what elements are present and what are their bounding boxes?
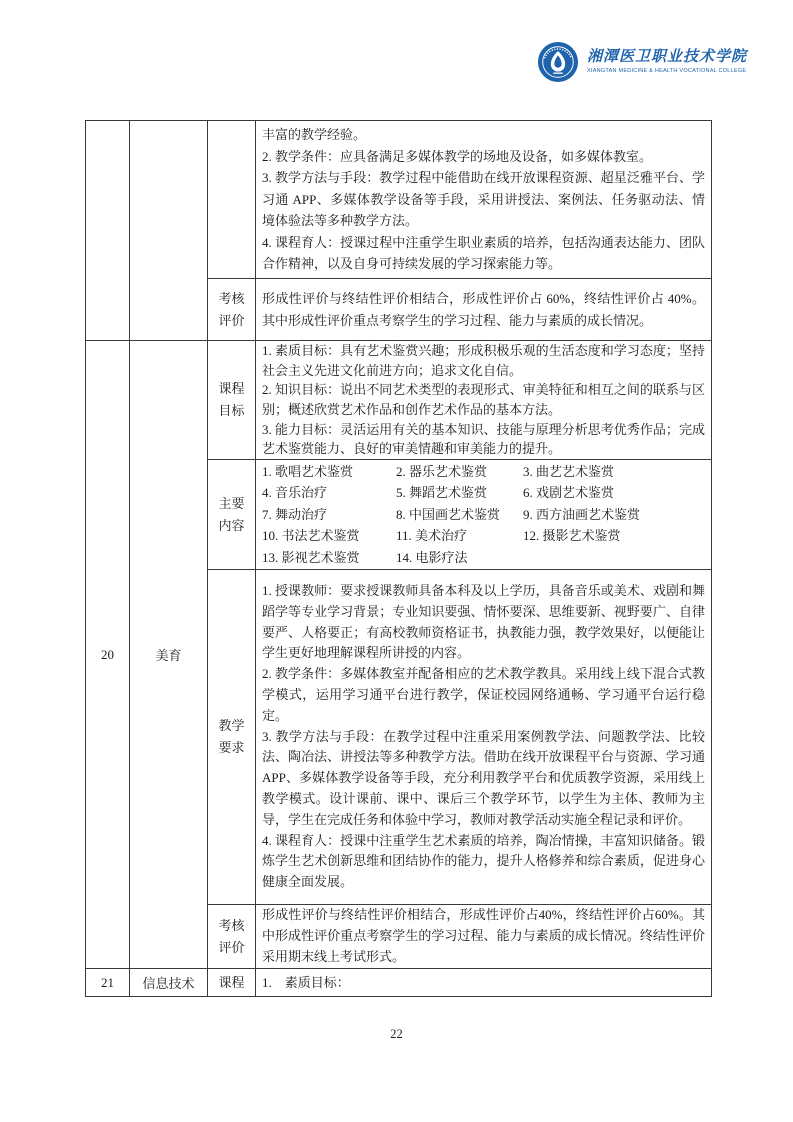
college-name-chinese: 湘潭医卫职业技术学院 xyxy=(587,49,748,65)
paragraph: 2. 教学条件：应具备满足多媒体教学的场地及设备，如多媒体教室。 xyxy=(262,148,653,164)
paragraph: 3. 教学方法与手段：在教学过程中注重采用案例教学法、问题教学法、比较法、陶冶法、讲授法等多种教学方法。借助在线开放课程平台与资源、学习通APP、多媒体教学设备等手段，充分利用教学平台和优质教学资源，采用线上教学模式。设计课前、课中、课后三个教学环节，以学生为主体、教师为主导，学生在完成任务和体验中学习，教师对教学活动实施全程记录和评价。 xyxy=(262,728,705,827)
page-number: 22 xyxy=(390,1027,403,1041)
content-items-row xyxy=(262,461,705,482)
section-label-cell: 考核评价 xyxy=(208,279,256,341)
section-label-cell: 主要内容 xyxy=(208,460,256,570)
content-item: 11. 美术治疗 xyxy=(396,528,468,544)
content-item: 6. 戏剧艺术鉴赏 xyxy=(523,485,615,501)
paragraph: 2. 知识目标：说出不同艺术类型的表现形式、审美特征和相互之间的联系与区别；概述欣赏艺术作品和创作艺术作品的基本方法。 xyxy=(262,382,705,417)
course-name-cell: 美育 xyxy=(130,341,208,969)
content-item: 5. 舞蹈艺术鉴赏 xyxy=(396,485,488,501)
section-content-cell xyxy=(256,969,712,997)
section-content-cell xyxy=(256,905,712,969)
course-standards-table xyxy=(85,120,712,997)
paragraph: 形成性评价与终结性评价相结合，形成性评价占40%，终结性评价占60%。其中形成性评价重点考察学生的学习过程、能力与素质的成长情况。终结性评价采用期末线上考试形式。 xyxy=(262,907,705,964)
section-content-cell xyxy=(256,341,712,460)
content-item: 3. 曲艺艺术鉴赏 xyxy=(523,463,615,479)
row-number-cell: 20 xyxy=(86,341,130,969)
content-item: 2. 器乐艺术鉴赏 xyxy=(396,463,488,479)
paragraph: 形成性评价与终结性评价相结合，形成性评价占 60%，终结性评价占 40%。其中形成性评价重点考察学生的学习过程、能力与素质的成长情况。 xyxy=(262,291,705,328)
content-item: 12. 摄影艺术鉴赏 xyxy=(523,528,621,544)
paragraph: 4. 课程育人：授课中注重学生艺术素质的培养，陶冶情操，丰富知识储备。锻炼学生艺术创新思维和团结协作的能力，提升人格修养和综合素质，促进身心健康全面发展。 xyxy=(262,832,705,890)
section-label-cell: 课程 xyxy=(208,969,256,997)
paragraph: 3. 教学方法与手段：教学过程中能借助在线开放课程资源、超星泛雅平台、学习通 APP、多媒体教学设备等手段，采用讲授法、案例法、任务驱动法、情境体验法等多种教学方法。 xyxy=(262,170,705,229)
section-label-cell: 教学要求 xyxy=(208,570,256,905)
content-items-row xyxy=(262,504,705,525)
paragraph: 1. 授课教师：要求授课教师具备本科及以上学历，具备音乐或美术、戏剧和舞蹈学等专业学习背景；专业知识要强、情怀要深、思维要新、视野要广、自律要严、人格要正；有高校教师资格证书，执教能力强，教学效果好，以便能让学生更好地理解课程所讲授的内容。 xyxy=(262,583,705,661)
paragraph: 1. 素质目标：具有艺术鉴赏兴趣；形成积极乐观的生活态度和学习态度；坚持社会主义先进文化前进方向；追求文化自信。 xyxy=(262,343,705,378)
content-item: 10. 书法艺术鉴赏 xyxy=(262,528,360,544)
content-item: 4. 音乐治疗 xyxy=(262,485,328,501)
content-item xyxy=(523,547,705,568)
content-item: 8. 中国画艺术鉴赏 xyxy=(396,506,501,522)
row-number-cell xyxy=(86,121,130,341)
section-label-cell: 考核评价 xyxy=(208,905,256,969)
content-items-row xyxy=(262,547,705,568)
paragraph: 2. 教学条件：多媒体教室并配备相应的艺术教学教具。采用线上线下混合式教学模式，运用学习通平台进行教学，保证校园网络通畅、学习通平台运行稳定。 xyxy=(262,666,705,723)
content-item: 1. 歌唱艺术鉴赏 xyxy=(262,463,354,479)
college-names xyxy=(587,41,747,74)
content-item: 14. 电影疗法 xyxy=(396,549,468,565)
college-seal-icon xyxy=(537,41,579,83)
course-name-cell: 信息技术 xyxy=(130,969,208,997)
section-label-cell: 课程目标 xyxy=(208,341,256,460)
paragraph: 1. 素质目标： xyxy=(262,974,350,990)
paragraph: 3. 能力目标：灵活运用有关的基本知识、技能与原理分析思考优秀作品；完成艺术鉴赏能力、良好的审美情趣和审美能力的提升。 xyxy=(262,421,705,457)
section-content-cell xyxy=(256,460,712,570)
content-items-row xyxy=(262,482,705,503)
paragraph: 丰富的教学经验。 xyxy=(262,127,367,143)
paragraph: 4. 课程育人：授课过程中注重学生职业素质的培养，包括沟通表达能力、团队合作精神，以及自身可持续发展的学习探索能力等。 xyxy=(262,234,705,272)
college-logo xyxy=(537,41,747,83)
section-content-cell xyxy=(256,121,712,279)
section-label-cell xyxy=(208,121,256,279)
row-number-cell: 21 xyxy=(86,969,130,997)
course-name-cell xyxy=(130,121,208,341)
section-content-cell xyxy=(256,570,712,905)
section-content-cell xyxy=(256,279,712,341)
content-item: 13. 影视艺术鉴赏 xyxy=(262,549,360,565)
content-items-row xyxy=(262,525,705,546)
college-name-english: XIANGTAN MEDICINE & HEALTH VOCATIONAL COLLEGE xyxy=(587,68,747,74)
content-item: 7. 舞动治疗 xyxy=(262,506,328,522)
content-item: 9. 西方油画艺术鉴赏 xyxy=(523,506,641,522)
